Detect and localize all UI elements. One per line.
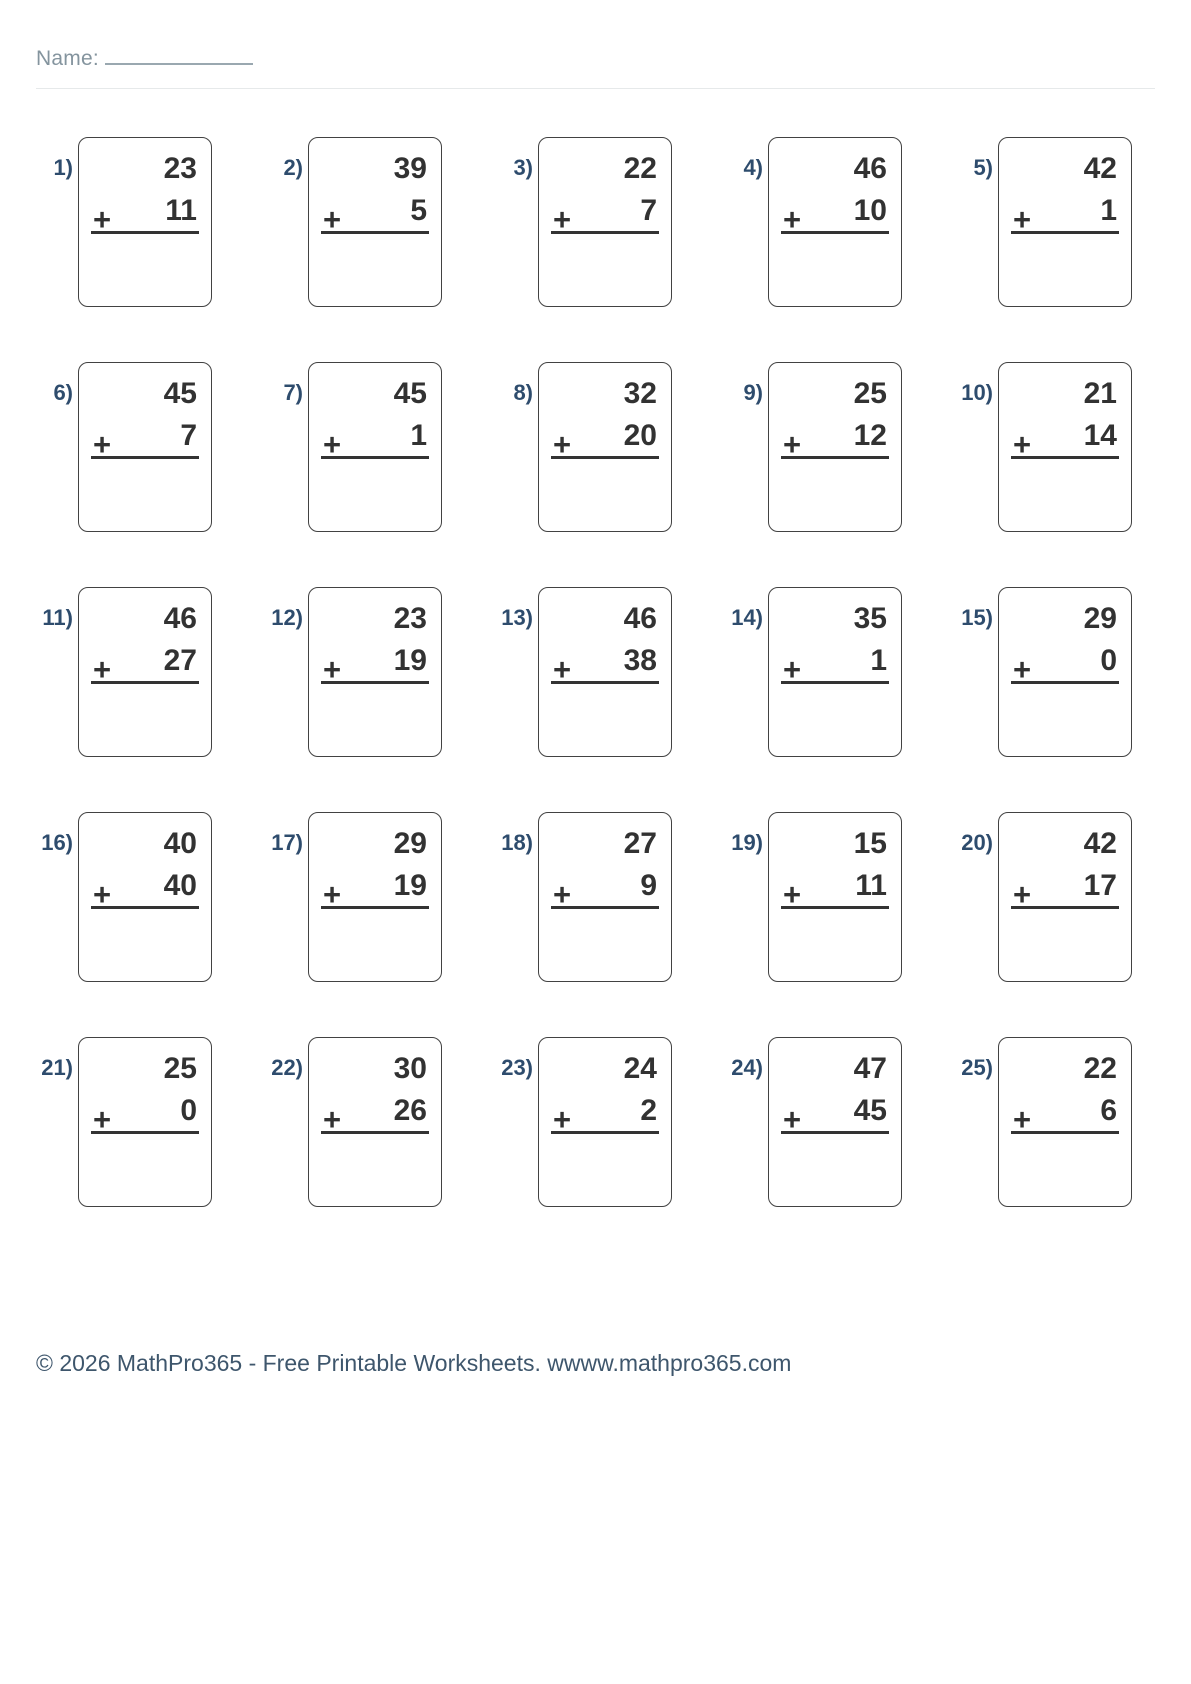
problem-number: 11)	[42, 605, 73, 630]
answer-space	[321, 459, 429, 531]
problem-cell	[726, 587, 902, 757]
operand-top: 42	[1083, 827, 1117, 860]
plus-operator-icon: +	[783, 877, 802, 912]
problem-box	[998, 1037, 1132, 1207]
problem-box	[998, 587, 1132, 757]
operand-row	[551, 869, 659, 912]
answer-space	[91, 909, 199, 981]
answer-space	[781, 459, 889, 531]
operand-bottom: 19	[393, 869, 427, 902]
operand-row	[321, 419, 429, 462]
problem-box	[998, 812, 1132, 982]
plus-operator-icon: +	[93, 877, 112, 912]
plus-operator-icon: +	[553, 202, 572, 237]
problem-cell	[36, 362, 212, 532]
problem-cell	[726, 1037, 902, 1207]
plus-operator-icon: +	[93, 202, 112, 237]
operand-bottom: 14	[1083, 419, 1117, 452]
footer-copyright: © 2026 MathPro365 - Free Printable Worksheets. wwww.mathpro365.com	[36, 1350, 792, 1376]
problem-number: 14)	[731, 605, 763, 630]
operand-top: 35	[853, 602, 887, 635]
operand-bottom: 40	[163, 869, 197, 902]
plus-operator-icon: +	[1013, 202, 1032, 237]
operand-top: 23	[163, 152, 197, 185]
problem-box	[768, 587, 902, 757]
operand-top: 24	[623, 1052, 657, 1085]
operand-top: 45	[163, 377, 197, 410]
answer-space	[781, 1134, 889, 1206]
operand-row	[781, 1094, 889, 1137]
operand-row	[1011, 869, 1119, 912]
name-label: Name:	[36, 47, 99, 70]
problem-box	[308, 812, 442, 982]
operand-top: 46	[163, 602, 197, 635]
operand-row	[781, 869, 889, 912]
operand-row	[91, 194, 199, 237]
operand-top: 23	[393, 602, 427, 635]
operand-row	[551, 644, 659, 687]
operand-bottom: 2	[640, 1094, 657, 1127]
problem-cell	[36, 812, 212, 982]
problem-cell	[266, 362, 442, 532]
operand-top: 32	[623, 377, 657, 410]
operand-row	[1011, 194, 1119, 237]
operand-bottom: 10	[853, 194, 887, 227]
operand-bottom: 6	[1100, 1094, 1117, 1127]
operand-top: 21	[1083, 377, 1117, 410]
operand-bottom: 45	[853, 1094, 887, 1127]
problem-box	[538, 362, 672, 532]
problem-cell	[726, 812, 902, 982]
operand-bottom: 26	[393, 1094, 427, 1127]
plus-operator-icon: +	[1013, 427, 1032, 462]
answer-space	[91, 684, 199, 756]
operand-row	[551, 194, 659, 237]
answer-space	[321, 684, 429, 756]
plus-operator-icon: +	[323, 1102, 342, 1137]
operand-bottom: 1	[1100, 194, 1117, 227]
operand-row	[1011, 419, 1119, 462]
operand-bottom: 5	[410, 194, 427, 227]
plus-operator-icon: +	[323, 652, 342, 687]
operand-bottom: 19	[393, 644, 427, 677]
problem-cell	[956, 812, 1132, 982]
problem-number: 16)	[41, 830, 73, 855]
answer-space	[551, 459, 659, 531]
plus-operator-icon: +	[93, 652, 112, 687]
problem-box	[768, 1037, 902, 1207]
problem-number: 4)	[743, 155, 763, 180]
plus-operator-icon: +	[553, 1102, 572, 1137]
operand-top: 25	[163, 1052, 197, 1085]
operand-row	[91, 644, 199, 687]
operand-top: 30	[393, 1052, 427, 1085]
answer-space	[781, 909, 889, 981]
problem-cell	[956, 1037, 1132, 1207]
problem-number: 6)	[53, 380, 73, 405]
operand-top: 29	[393, 827, 427, 860]
problem-box	[78, 1037, 212, 1207]
problem-box	[308, 1037, 442, 1207]
problem-box	[768, 812, 902, 982]
problem-box	[538, 587, 672, 757]
problem-number: 2)	[283, 155, 303, 180]
answer-space	[1011, 459, 1119, 531]
problem-cell	[496, 1037, 672, 1207]
problem-box	[998, 362, 1132, 532]
operand-row	[781, 419, 889, 462]
operand-bottom: 38	[623, 644, 657, 677]
problem-cell	[266, 812, 442, 982]
problem-cell	[956, 587, 1132, 757]
operand-row	[91, 419, 199, 462]
problem-number: 23)	[501, 1055, 533, 1080]
problem-number: 19)	[731, 830, 763, 855]
problem-box	[78, 137, 212, 307]
problem-cell	[36, 1037, 212, 1207]
operand-top: 27	[623, 827, 657, 860]
operand-row	[1011, 1094, 1119, 1137]
operand-top: 46	[623, 602, 657, 635]
operand-bottom: 9	[640, 869, 657, 902]
operand-bottom: 11	[855, 869, 887, 902]
plus-operator-icon: +	[323, 427, 342, 462]
problem-number: 13)	[501, 605, 533, 630]
problems-grid	[36, 137, 1132, 1207]
answer-space	[551, 684, 659, 756]
plus-operator-icon: +	[553, 427, 572, 462]
plus-operator-icon: +	[783, 427, 802, 462]
operand-top: 22	[1083, 1052, 1117, 1085]
operand-top: 39	[393, 152, 427, 185]
operand-top: 45	[393, 377, 427, 410]
operand-bottom: 7	[640, 194, 657, 227]
operand-bottom: 27	[163, 644, 197, 677]
answer-space	[1011, 684, 1119, 756]
answer-space	[551, 909, 659, 981]
problem-number: 24)	[731, 1055, 763, 1080]
problem-box	[78, 587, 212, 757]
operand-bottom: 11	[165, 194, 197, 227]
plus-operator-icon: +	[323, 877, 342, 912]
problem-box	[538, 1037, 672, 1207]
operand-row	[781, 644, 889, 687]
problem-number: 8)	[513, 380, 533, 405]
answer-space	[91, 1134, 199, 1206]
answer-space	[91, 234, 199, 306]
answer-space	[781, 234, 889, 306]
plus-operator-icon: +	[783, 652, 802, 687]
answer-space	[551, 1134, 659, 1206]
operand-bottom: 12	[853, 419, 887, 452]
operand-top: 22	[623, 152, 657, 185]
problem-number: 5)	[973, 155, 993, 180]
operand-top: 47	[853, 1052, 887, 1085]
operand-bottom: 0	[180, 1094, 197, 1127]
operand-bottom: 7	[180, 419, 197, 452]
operand-row	[91, 1094, 199, 1137]
problem-box	[998, 137, 1132, 307]
problem-cell	[266, 137, 442, 307]
problem-cell	[36, 587, 212, 757]
operand-row	[321, 644, 429, 687]
problem-number: 10)	[961, 380, 993, 405]
plus-operator-icon: +	[1013, 1102, 1032, 1137]
problem-box	[308, 587, 442, 757]
problem-number: 22)	[271, 1055, 303, 1080]
operand-row	[321, 869, 429, 912]
operand-row	[1011, 644, 1119, 687]
worksheet-header	[0, 0, 1191, 89]
plus-operator-icon: +	[783, 1102, 802, 1137]
problem-cell	[496, 137, 672, 307]
operand-bottom: 20	[623, 419, 657, 452]
operand-row	[781, 194, 889, 237]
problem-cell	[266, 587, 442, 757]
problem-cell	[956, 362, 1132, 532]
operand-top: 42	[1083, 152, 1117, 185]
problem-box	[768, 137, 902, 307]
operand-top: 15	[853, 827, 887, 860]
answer-space	[321, 909, 429, 981]
problem-box	[538, 812, 672, 982]
answer-space	[321, 234, 429, 306]
problem-number: 12)	[271, 605, 303, 630]
problem-number: 17)	[271, 830, 303, 855]
problem-cell	[726, 137, 902, 307]
problem-number: 18)	[501, 830, 533, 855]
plus-operator-icon: +	[553, 877, 572, 912]
plus-operator-icon: +	[1013, 652, 1032, 687]
operand-top: 25	[853, 377, 887, 410]
answer-space	[551, 234, 659, 306]
operand-bottom: 17	[1083, 869, 1117, 902]
plus-operator-icon: +	[553, 652, 572, 687]
operand-top: 29	[1083, 602, 1117, 635]
problem-cell	[496, 812, 672, 982]
operand-row	[321, 1094, 429, 1137]
plus-operator-icon: +	[93, 1102, 112, 1137]
problem-number: 9)	[743, 380, 763, 405]
problem-cell	[956, 137, 1132, 307]
answer-space	[1011, 234, 1119, 306]
problem-number: 25)	[961, 1055, 993, 1080]
problem-box	[768, 362, 902, 532]
plus-operator-icon: +	[1013, 877, 1032, 912]
problem-number: 1)	[53, 155, 73, 180]
problem-box	[78, 812, 212, 982]
answer-space	[321, 1134, 429, 1206]
problem-box	[78, 362, 212, 532]
operand-row	[551, 419, 659, 462]
problem-cell	[496, 587, 672, 757]
operand-bottom: 1	[870, 644, 887, 677]
operand-row	[551, 1094, 659, 1137]
operand-row	[91, 869, 199, 912]
plus-operator-icon: +	[323, 202, 342, 237]
name-row	[36, 44, 1155, 71]
problem-box	[538, 137, 672, 307]
operand-row	[321, 194, 429, 237]
name-blank-line	[105, 44, 253, 65]
problem-box	[308, 137, 442, 307]
answer-space	[781, 684, 889, 756]
problem-number: 7)	[283, 380, 303, 405]
problem-cell	[36, 137, 212, 307]
answer-space	[91, 459, 199, 531]
problem-cell	[726, 362, 902, 532]
problem-number: 15)	[961, 605, 993, 630]
plus-operator-icon: +	[93, 427, 112, 462]
answer-space	[1011, 909, 1119, 981]
answer-space	[1011, 1134, 1119, 1206]
plus-operator-icon: +	[783, 202, 802, 237]
problem-number: 3)	[513, 155, 533, 180]
operand-top: 40	[163, 827, 197, 860]
problem-number: 21)	[41, 1055, 73, 1080]
problem-cell	[496, 362, 672, 532]
problem-cell	[266, 1037, 442, 1207]
header-divider	[36, 88, 1155, 89]
problem-number: 20)	[961, 830, 993, 855]
operand-bottom: 1	[410, 419, 427, 452]
operand-top: 46	[853, 152, 887, 185]
operand-bottom: 0	[1100, 644, 1117, 677]
problem-box	[308, 362, 442, 532]
